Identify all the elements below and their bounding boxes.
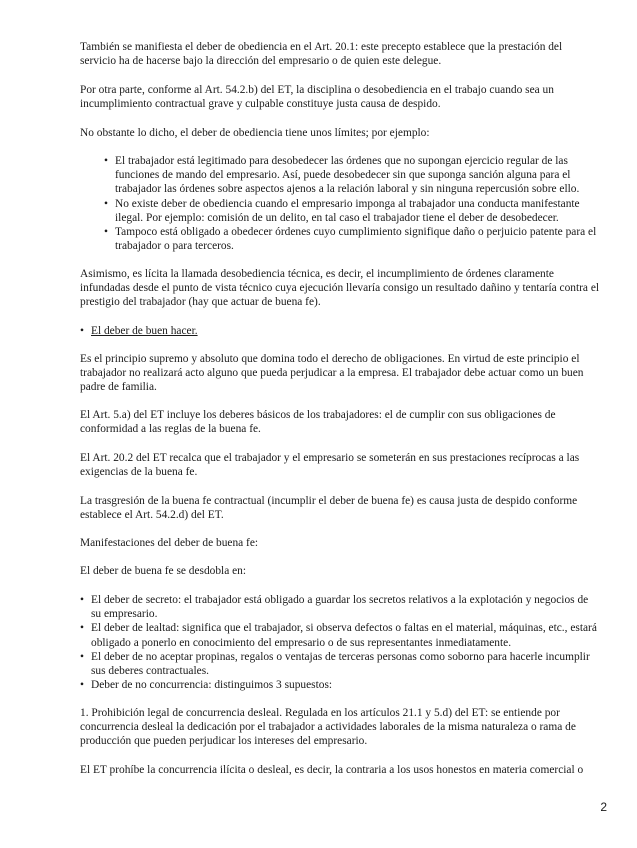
paragraph-good-faith-manifestations xyxy=(80,536,600,550)
list-item: • El deber de lealtad: significa que el trabajador, si observa defectos o faltas en el material, máquinas, etc., estará obligado a ponerlo en conocimiento del empresario o de sus representantes inmediatamente. xyxy=(80,621,600,649)
paragraph-text: El Art. 20.2 del ET recalca que el trabajador y el empresario se someterán en sus prestaciones recíprocas a las exigencias de la buena fe. xyxy=(80,452,580,479)
section-heading-text: El deber de buen hacer. xyxy=(91,325,198,337)
paragraph-art-54-2-b xyxy=(80,83,600,111)
paragraph-text: Manifestaciones del deber de buena fe: xyxy=(80,537,259,549)
paragraph-supreme-principle xyxy=(80,352,600,395)
list-item: • El trabajador está legitimado para desobedecer las órdenes que no supongan ejercicio regular de las funciones de mando del empresario. Así, puede desobedecer sin que suponga sanción alguna para el trabajador las órdenes sobre aspectos ajenos a la relación laboral y sin ninguna repercusión sobre ello. xyxy=(104,154,600,197)
list-item: • Deber de no concurrencia: distinguimos 3 supuestos: xyxy=(80,678,600,692)
paragraph-et-prohibits xyxy=(80,763,600,777)
paragraph-art-20-2 xyxy=(80,451,600,479)
list-item: • Tampoco está obligado a obedecer órdenes cuyo cumplimiento signifique daño o perjuicio patente para el trabajador o para terceros. xyxy=(104,225,600,253)
paragraph-technical-disobedience xyxy=(80,267,600,310)
paragraph-text: Asimismo, es lícita la llamada desobediencia técnica, es decir, el incumplimiento de órdenes claramente infundadas desde el punto de vista técnico cuya ejecución llevaría consigo un resultado dañino y tentaría contra el prestigio del trabajador (hay que actuar de buena fe). xyxy=(80,268,600,309)
page-number: 2 xyxy=(600,800,607,814)
list-item: • No existe deber de obediencia cuando el empresario imponga al trabajador una conducta manifestante ilegal. Por ejemplo: comisión de un delito, en tal caso el trabajador tiene el deber de desobedecer. xyxy=(104,197,600,225)
paragraph-text: La trasgresión de la buena fe contractual (incumplir el deber de buena fe) es causa justa de despido conforme establece el Art. 54.2.d) del ET. xyxy=(80,495,578,522)
paragraph-unfair-competition xyxy=(80,706,600,749)
paragraph-text: Por otra parte, conforme al Art. 54.2.b) del ET, la disciplina o desobediencia en el trabajo cuando sea un incumplimiento contractual grave y culpable constituye justa causa de despido. xyxy=(80,84,554,111)
paragraph-obedience-art-20-1 xyxy=(80,40,600,68)
paragraph-text: Es el principio supremo y absoluto que domina todo el derecho de obligaciones. En virtud de este principio el trabajador no realizará acto alguno que pueda perjudicar a la empresa. El trabajador debe actuar como un buen padre de familia. xyxy=(80,353,584,394)
list-item: • El deber de no aceptar propinas, regalos o ventajas de terceras personas como soborno para hacerle incumplir sus deberes contractuales. xyxy=(80,650,600,678)
paragraph-text: El deber de buena fe se desdobla en: xyxy=(80,565,247,577)
paragraph-text: 1. Prohibición legal de concurrencia desleal. Regulada en los artículos 21.1 y 5.d) del ET: se entiende por concurrencia desleal la dedicación por el trabajador a actividades laborales de la misma naturaleza o rama de producción que pueden perjudicar los intereses del empresario. xyxy=(80,707,576,748)
paragraph-text: También se manifiesta el deber de obediencia en el Art. 20.1: este precepto establece que la prestación del servicio ha de hacerse bajo la dirección del empresario o de quien este delegue. xyxy=(80,41,563,68)
paragraph-text: No obstante lo dicho, el deber de obediencia tiene unos límites; por ejemplo: xyxy=(80,127,430,139)
paragraph-obedience-limits-intro xyxy=(80,126,600,140)
paragraph-text: El Art. 5.a) del ET incluye los deberes básicos de los trabajadores: el de cumplir con sus obligaciones de conformidad a las reglas de la buena fe. xyxy=(80,409,556,436)
obedience-limits-list xyxy=(104,154,600,253)
paragraph-text: El ET prohíbe la concurrencia ilícita o desleal, es decir, la contraria a los usos honestos en materia comercial o xyxy=(80,764,584,776)
paragraph-good-faith-breach xyxy=(80,494,600,522)
paragraph-good-faith-split xyxy=(80,564,600,578)
paragraph-art-5-a xyxy=(80,408,600,436)
list-item: • El deber de secreto: el trabajador está obligado a guardar los secretos relativos a la explotación y negocios de su empresario. xyxy=(80,593,600,621)
good-faith-duties-list xyxy=(80,593,600,692)
section-heading xyxy=(80,324,600,338)
section-heading-list xyxy=(80,324,600,338)
